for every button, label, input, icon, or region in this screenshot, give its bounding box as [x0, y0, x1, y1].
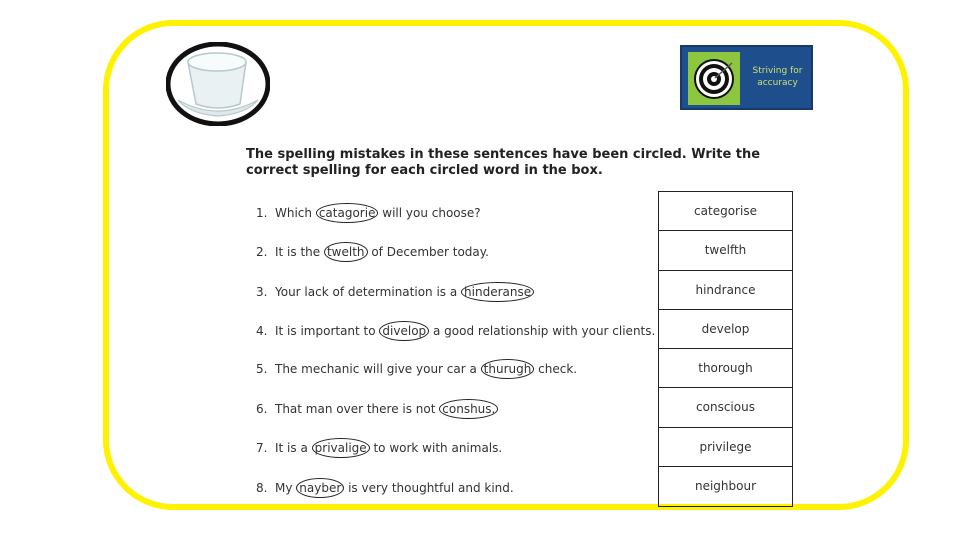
badge-caption: Striving for accuracy — [752, 66, 803, 88]
answer-box-5[interactable]: thorough — [659, 349, 792, 388]
circled-misspelling: conshus. — [439, 399, 498, 419]
answer-box-4[interactable]: develop — [659, 310, 792, 349]
white-top-hat-icon — [166, 42, 270, 126]
question-number: 4. — [256, 324, 268, 338]
question-8 — [256, 478, 514, 498]
question-1 — [256, 203, 481, 223]
answer-box-6[interactable]: conscious — [659, 388, 792, 427]
question-number: 8. — [256, 481, 268, 495]
question-text-after: is very thoughtful and kind. — [344, 481, 514, 495]
question-text-before: Which — [275, 206, 316, 220]
question-number: 3. — [256, 285, 268, 299]
question-text-after: will you choose? — [378, 206, 481, 220]
question-text-before: It is important to — [275, 324, 380, 338]
question-number: 7. — [256, 441, 268, 455]
target-icon — [692, 57, 736, 106]
question-2 — [256, 242, 489, 262]
circled-misspelling: privalige — [312, 438, 370, 458]
question-4 — [256, 321, 655, 341]
question-text-before: That man over there is not — [275, 402, 440, 416]
question-text-after: of December today. — [367, 245, 489, 259]
question-text-before: It is the — [275, 245, 324, 259]
answer-box-column — [658, 191, 793, 507]
question-text-before: Your lack of determination is a — [275, 285, 462, 299]
question-number: 5. — [256, 362, 268, 376]
circled-misspelling: catagorie — [316, 203, 379, 223]
instructions-text: The spelling mistakes in these sentences have been circled. Write the correct spelling for each circled word in the box. — [246, 147, 761, 178]
answer-box-2[interactable]: twelfth — [659, 231, 792, 270]
answer-box-8[interactable]: neighbour — [694, 479, 757, 494]
answer-box-7[interactable]: privilege — [659, 428, 792, 467]
question-text-before: The mechanic will give your car a — [275, 362, 481, 376]
question-number: 6. — [256, 402, 268, 416]
question-text-before: It is a — [275, 441, 312, 455]
question-7 — [256, 438, 502, 458]
striving-for-accuracy-badge — [680, 45, 813, 110]
question-5 — [256, 359, 577, 379]
circled-misspelling: hinderanse — [461, 282, 534, 302]
question-text-after: to work with animals. — [369, 441, 503, 455]
circled-misspelling: divelop — [379, 321, 429, 341]
circled-misspelling: twelth — [324, 242, 368, 262]
circled-misspelling: nayber — [296, 478, 344, 498]
question-text-after: a good relationship with your clients. — [429, 324, 656, 338]
question-text-before: My — [275, 481, 297, 495]
circled-misspelling: thurugh — [481, 359, 535, 379]
question-number: 2. — [256, 245, 268, 259]
question-3 — [256, 282, 534, 302]
answer-box-1[interactable]: categorise — [659, 192, 792, 231]
question-6 — [256, 399, 498, 419]
answer-box-3[interactable]: hindrance — [659, 271, 792, 310]
question-number: 1. — [256, 206, 268, 220]
question-text-after: check. — [534, 362, 578, 376]
